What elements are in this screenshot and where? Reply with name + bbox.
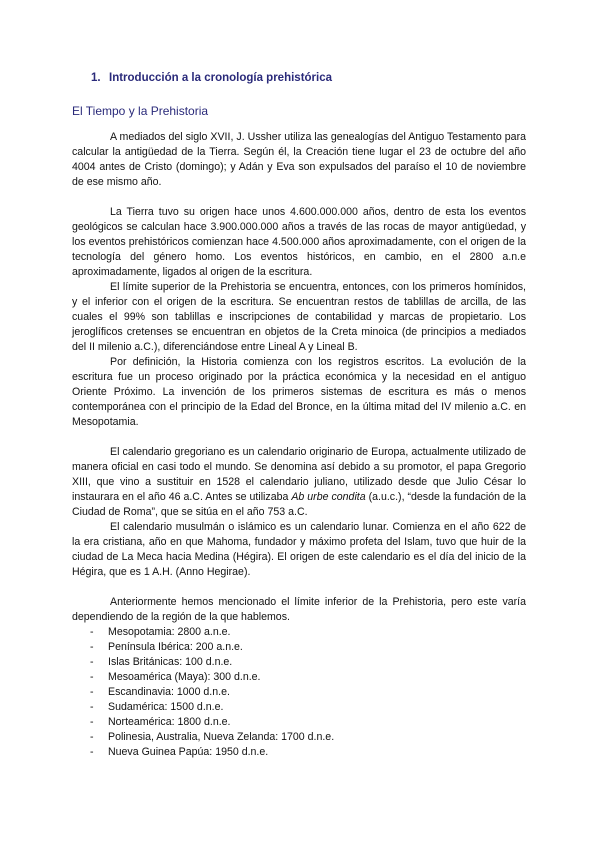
ab-urbe-condita-italic: Ab urbe condita: [291, 491, 366, 503]
section-number: 1.: [91, 72, 101, 84]
list-item: [72, 700, 526, 715]
list-item: [72, 670, 526, 685]
list-bullet: -: [90, 686, 94, 698]
section-title: Introducción a la cronología prehistórica: [109, 72, 333, 84]
list-item-text: Mesoamérica (Maya): 300 d.n.e.: [108, 671, 261, 683]
paragraph-history-definition: Por definición, la Historia comienza con los registros escritos. La evolución de la escritura fue un proceso originado por la práctica económica y la necesidad en el antiguo Oriente Próximo. La invención de los primeros sistemas de escritura es más o menos contemporánea con el principio de la Edad del Bronce, en la última mitad del IV milenio a.C. en Mesopotamia.: [72, 356, 526, 428]
list-item: [72, 625, 526, 640]
list-item-text: Islas Británicas: 100 d.n.e.: [108, 656, 233, 668]
subsection-heading: El Tiempo y la Prehistoria: [72, 104, 209, 118]
list-bullet: -: [90, 716, 94, 728]
paragraph-gap: [72, 580, 526, 595]
list-item: [72, 640, 526, 655]
gregorian-text-before: El calendario gregoriano es un calendario originario de Europa, actualmente utilizado de manera oficial en casi todo el mundo. Se denomina así debido a su promotor, el papa Gregorio XIII, que vino a sustituir en 1528 el calendario juliano, utilizado desde que Julio César lo instaurara en el año 46 a.C. Antes se utilizaba: [72, 446, 526, 503]
paragraph-gap: [72, 430, 526, 445]
paragraph-prehistory-limits: El límite superior de la Prehistoria se encuentra, entonces, con los primeros homínidos, y el inferior con el origen de la escritura. Se encuentran restos de tablillas de arcilla, de las cuales el 99% son tablillas e inscripciones de contabilidad y marcas de propietario. Los jeroglíficos cretenses se encuentran en objetos de la Creta minoica (de principios a mediados del II milenio a.C.), diferenciándose entre Lineal A y Lineal B.: [72, 281, 526, 353]
section-heading: [91, 72, 332, 84]
list-item: [72, 685, 526, 700]
list-bullet: -: [90, 671, 94, 683]
paragraph-earth-origin: La Tierra tuvo su origen hace unos 4.600.000.000 años, dentro de esta los eventos geológicos se calculan hace 3.900.000.000 años a través de las rocas de mayor antigüedad, y los eventos prehistóricos comienzan hace 4.500.000 años aproximadamente, con el origen de la tecnología del género homo. Los eventos históricos, en cambio, en el 2800 a.n.e aproximadamente, ligados al origen de la escritura.: [72, 206, 526, 278]
list-item-text: Sudamérica: 1500 d.n.e.: [108, 701, 224, 713]
list-item: [72, 715, 526, 730]
list-bullet: -: [90, 626, 94, 638]
paragraph-regional-limits: Anteriormente hemos mencionado el límite inferior de la Prehistoria, pero este varía dependiendo de la región de la que hablemos.: [72, 596, 526, 623]
regional-dates-list: [72, 625, 526, 760]
list-item: [72, 730, 526, 745]
list-bullet: -: [90, 731, 94, 743]
gregorian-text-after: (a.u.c.), “desde la fundación de la Ciudad de Roma”, que se sitúa en el año 753 a.C.: [72, 491, 527, 518]
paragraph-gap: [72, 190, 526, 205]
list-item-text: Península Ibérica: 200 a.n.e.: [108, 641, 243, 653]
list-item: [72, 745, 526, 760]
paragraph-gregorian-calendar: [72, 445, 526, 520]
list-bullet: -: [90, 746, 94, 758]
list-item-text: Mesopotamia: 2800 a.n.e.: [108, 626, 231, 638]
paragraph-ussher: A mediados del siglo XVII, J. Ussher utiliza las genealogías del Antiguo Testamento para calcular la antigüedad de la Tierra. Según él, la Creación tiene lugar el 23 de octubre del año 4004 antes de Cristo (domingo); y Adán y Eva son expulsados del paraíso el 10 de noviembre de ese mismo año.: [72, 131, 526, 188]
list-item-text: Norteamérica: 1800 d.n.e.: [108, 716, 231, 728]
list-item-text: Polinesia, Australia, Nueva Zelanda: 1700 d.n.e.: [108, 731, 335, 743]
paragraph-islamic-calendar: El calendario musulmán o islámico es un calendario lunar. Comienza en el año 622 de la era cristiana, año en que Mahoma, fundador y máximo profeta del Islam, tuvo que huir de la ciudad de La Meca hacia Medina (Hégira). El origen de este calendario es el día del inicio de la Hégira, que es 1 A.H. (Anno Hegirae).: [72, 521, 526, 578]
list-bullet: -: [90, 656, 94, 668]
document-body: [72, 130, 526, 760]
list-bullet: -: [90, 701, 94, 713]
list-item-text: Nueva Guinea Papúa: 1950 d.n.e.: [108, 746, 269, 758]
list-item: [72, 655, 526, 670]
list-bullet: -: [90, 641, 94, 653]
list-item-text: Escandinavia: 1000 d.n.e.: [108, 686, 230, 698]
